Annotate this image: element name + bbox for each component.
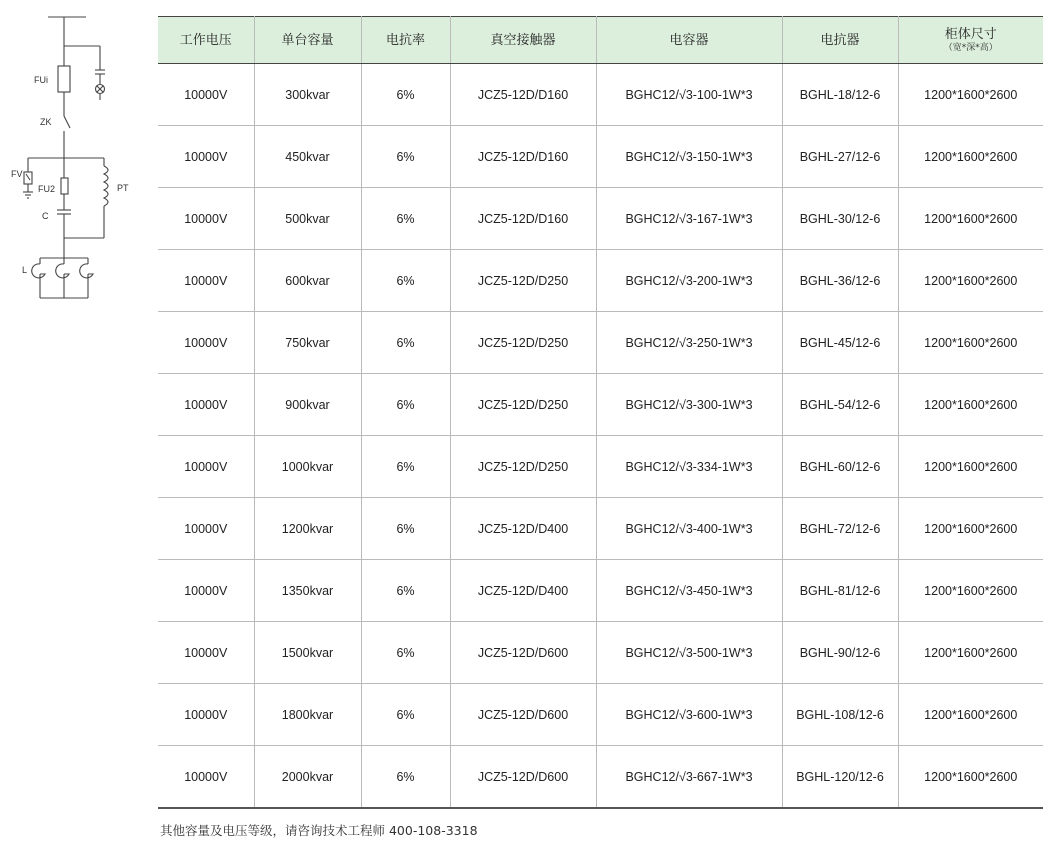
spec-table <box>158 16 1043 809</box>
label-l: L <box>22 265 28 275</box>
table-cell: BGHL-27/12-6 <box>782 126 898 188</box>
table-cell: BGHL-90/12-6 <box>782 622 898 684</box>
table-cell: JCZ5-12D/D160 <box>450 64 596 126</box>
table-cell: 1200*1600*2600 <box>898 374 1043 436</box>
table-cell: 10000V <box>158 126 254 188</box>
table-cell: BGHC12/√3-400-1W*3 <box>596 498 782 560</box>
table-cell: 6% <box>361 64 450 126</box>
table-cell: BGHL-81/12-6 <box>782 560 898 622</box>
table-cell: 6% <box>361 188 450 250</box>
table-cell: 6% <box>361 498 450 560</box>
table-cell: 1350kvar <box>254 560 361 622</box>
table-cell: 750kvar <box>254 312 361 374</box>
label-pt: PT <box>117 183 129 193</box>
table-cell: BGHL-18/12-6 <box>782 64 898 126</box>
table-cell: 450kvar <box>254 126 361 188</box>
table-cell: BGHC12/√3-450-1W*3 <box>596 560 782 622</box>
table-row <box>158 746 1043 809</box>
column-header <box>361 17 450 64</box>
label-c: C <box>42 211 49 221</box>
column-header <box>782 17 898 64</box>
table-cell: 1200*1600*2600 <box>898 436 1043 498</box>
table-cell: BGHL-108/12-6 <box>782 684 898 746</box>
label-fv: FV <box>11 169 23 179</box>
table-row <box>158 498 1043 560</box>
label-fu2: FU2 <box>38 184 56 194</box>
table-cell: 1200*1600*2600 <box>898 64 1043 126</box>
table-cell: BGHL-54/12-6 <box>782 374 898 436</box>
table-cell: BGHL-36/12-6 <box>782 250 898 312</box>
table-cell: 10000V <box>158 498 254 560</box>
table-cell: BGHC12/√3-500-1W*3 <box>596 622 782 684</box>
table-cell: JCZ5-12D/D250 <box>450 250 596 312</box>
label-zk: ZK <box>40 117 52 127</box>
table-row <box>158 126 1043 188</box>
table-cell: 600kvar <box>254 250 361 312</box>
column-header-label: 电抗率 <box>385 32 425 48</box>
table-cell: 1200*1600*2600 <box>898 498 1043 560</box>
table-cell: BGHL-60/12-6 <box>782 436 898 498</box>
table-cell: 10000V <box>158 560 254 622</box>
table-cell: 6% <box>361 250 450 312</box>
table-cell: BGHL-72/12-6 <box>782 498 898 560</box>
table-cell: 1200*1600*2600 <box>898 560 1043 622</box>
table-cell: 1200*1600*2600 <box>898 684 1043 746</box>
table-cell: 1000kvar <box>254 436 361 498</box>
table-cell: JCZ5-12D/D600 <box>450 684 596 746</box>
table-cell: 10000V <box>158 684 254 746</box>
table-cell: BGHC12/√3-334-1W*3 <box>596 436 782 498</box>
table-row <box>158 436 1043 498</box>
table-cell: 1800kvar <box>254 684 361 746</box>
table-cell: JCZ5-12D/D400 <box>450 560 596 622</box>
table-row <box>158 560 1043 622</box>
table-cell: 10000V <box>158 250 254 312</box>
table-row <box>158 64 1043 126</box>
column-header-label: 电容器 <box>669 32 709 48</box>
table-cell: 1200*1600*2600 <box>898 250 1043 312</box>
table-header-row <box>158 17 1043 64</box>
table-cell: 6% <box>361 622 450 684</box>
table-cell: BGHL-30/12-6 <box>782 188 898 250</box>
column-header-label: 工作电压 <box>179 32 232 48</box>
table-cell: 10000V <box>158 188 254 250</box>
table-cell: 900kvar <box>254 374 361 436</box>
table-cell: 6% <box>361 746 450 809</box>
table-cell: 1500kvar <box>254 622 361 684</box>
table-row <box>158 622 1043 684</box>
table-cell: BGHC12/√3-300-1W*3 <box>596 374 782 436</box>
column-header-label: 真空接触器 <box>490 32 556 48</box>
table-row <box>158 374 1043 436</box>
label-fu1: FUi <box>34 75 48 85</box>
table-cell: BGHL-120/12-6 <box>782 746 898 809</box>
table-cell: BGHC12/√3-250-1W*3 <box>596 312 782 374</box>
table-row <box>158 312 1043 374</box>
column-header <box>254 17 361 64</box>
column-header <box>596 17 782 64</box>
table-row <box>158 188 1043 250</box>
column-header-sublabel: （宽*深*高） <box>943 43 998 53</box>
table-row <box>158 684 1043 746</box>
circuit-diagram <box>0 0 140 310</box>
table-body <box>158 64 1043 809</box>
table-cell: 1200*1600*2600 <box>898 126 1043 188</box>
table-cell: 6% <box>361 126 450 188</box>
table-cell: JCZ5-12D/D160 <box>450 126 596 188</box>
table-cell: JCZ5-12D/D160 <box>450 188 596 250</box>
table-cell: 1200kvar <box>254 498 361 560</box>
column-header <box>898 17 1043 64</box>
table-cell: JCZ5-12D/D250 <box>450 374 596 436</box>
table-cell: BGHC12/√3-100-1W*3 <box>596 64 782 126</box>
table-cell: 1200*1600*2600 <box>898 746 1043 809</box>
table-cell: 10000V <box>158 746 254 809</box>
table-row <box>158 250 1043 312</box>
table-cell: 2000kvar <box>254 746 361 809</box>
table-cell: 1200*1600*2600 <box>898 312 1043 374</box>
table-cell: 6% <box>361 560 450 622</box>
column-header-label: 柜体尺寸 <box>944 27 997 42</box>
table-cell: BGHC12/√3-667-1W*3 <box>596 746 782 809</box>
table-cell: BGHL-45/12-6 <box>782 312 898 374</box>
table-cell: BGHC12/√3-200-1W*3 <box>596 250 782 312</box>
table-cell: 10000V <box>158 436 254 498</box>
table-cell: 6% <box>361 684 450 746</box>
table-cell: 300kvar <box>254 64 361 126</box>
table-cell: 10000V <box>158 64 254 126</box>
table-cell: JCZ5-12D/D600 <box>450 622 596 684</box>
table-cell: JCZ5-12D/D250 <box>450 312 596 374</box>
table-cell: BGHC12/√3-600-1W*3 <box>596 684 782 746</box>
table-cell: JCZ5-12D/D400 <box>450 498 596 560</box>
table-cell: 1200*1600*2600 <box>898 622 1043 684</box>
table-cell: BGHC12/√3-150-1W*3 <box>596 126 782 188</box>
table-cell: BGHC12/√3-167-1W*3 <box>596 188 782 250</box>
table-cell: 500kvar <box>254 188 361 250</box>
column-header <box>158 17 254 64</box>
column-header-label: 电抗器 <box>820 32 860 48</box>
column-header <box>450 17 596 64</box>
table-cell: 6% <box>361 436 450 498</box>
table-cell: 6% <box>361 312 450 374</box>
table-cell: 1200*1600*2600 <box>898 188 1043 250</box>
column-header-label: 单台容量 <box>281 32 334 48</box>
table-cell: 10000V <box>158 374 254 436</box>
table-cell: 10000V <box>158 312 254 374</box>
table-cell: JCZ5-12D/D600 <box>450 746 596 809</box>
table-cell: 6% <box>361 374 450 436</box>
footnote-contact: 其他容量及电压等级，请咨询技术工程师 400-108-3318 <box>160 823 478 838</box>
table-cell: 10000V <box>158 622 254 684</box>
table-cell: JCZ5-12D/D250 <box>450 436 596 498</box>
